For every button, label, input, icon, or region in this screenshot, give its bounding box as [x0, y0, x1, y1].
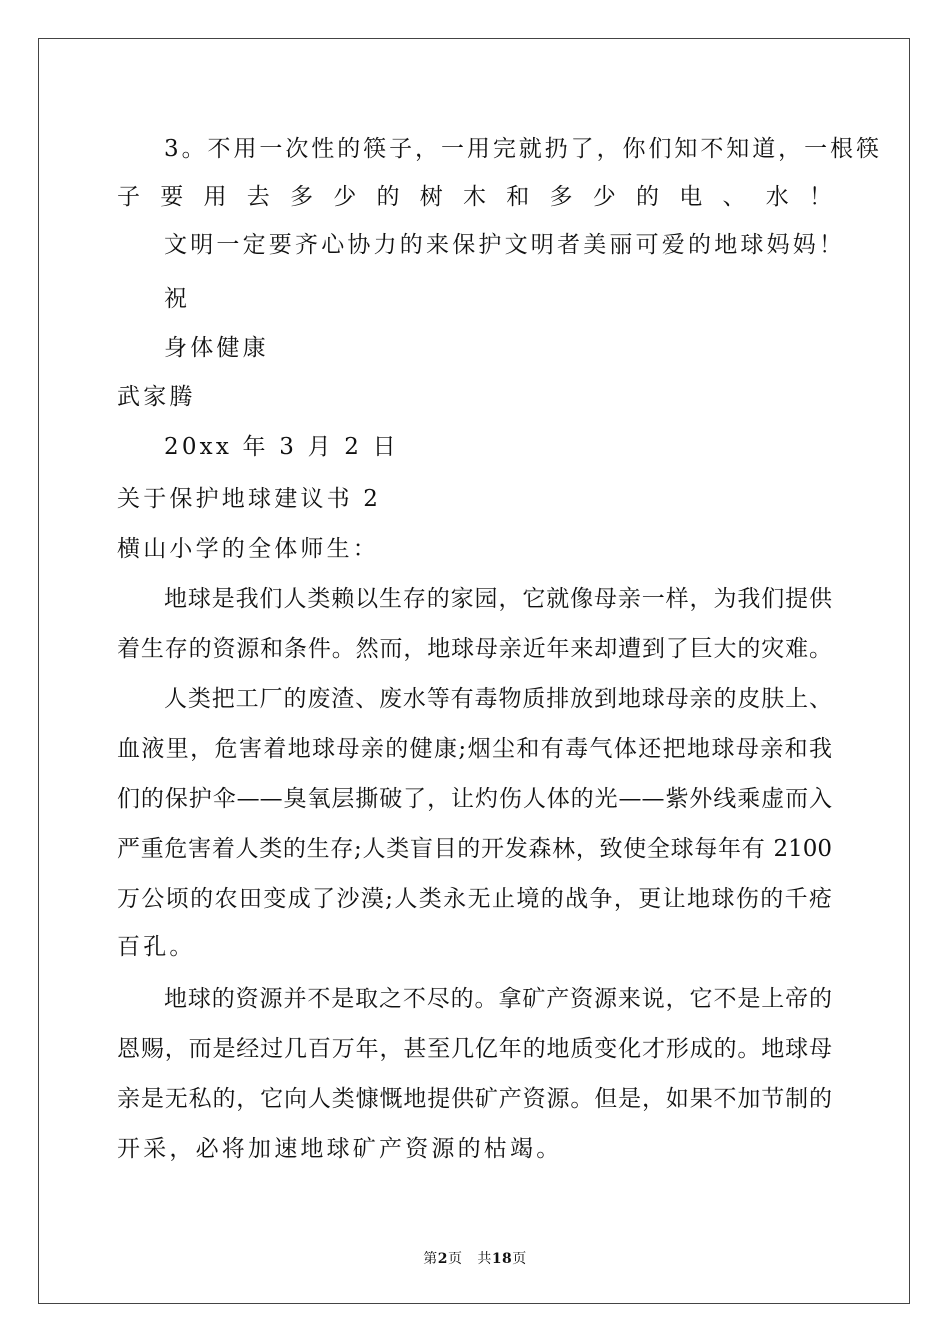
signature-name: 武家腾 — [117, 384, 196, 410]
page-border — [38, 38, 910, 1304]
text-line: 地球是我们人类赖以生存的家园，它就像母亲一样，为我们提供 — [164, 586, 832, 612]
text-line: 恩赐，而是经过几百万年，甚至几亿年的地质变化才形成的。地球母 — [117, 1036, 832, 1062]
section-title: 关于保护地球建议书 2 — [117, 486, 382, 512]
text-line: 人类把工厂的废渣、废水等有毒物质排放到地球母亲的皮肤上、 — [164, 686, 832, 712]
text-line: 文明一定要齐心协力的来保护文明者美丽可爱的地球妈妈！ — [164, 232, 846, 258]
text-line: 3。不用一次性的筷子，一用完就扔了，你们知不知道，一根筷 — [164, 136, 879, 162]
text-line: 着生存的资源和条件。然而，地球母亲近年来却遭到了巨大的灾难。 — [117, 636, 832, 662]
page-footer — [0, 1250, 950, 1268]
text-line: 百孔。 — [117, 934, 196, 960]
text-line: 们的保护伞——臭氧层撕破了，让灼伤人体的光——紫外线乘虚而入 — [117, 786, 832, 812]
closing-wish: 祝 — [164, 286, 191, 312]
footer-total-unit: 页 — [512, 1251, 527, 1267]
text-line: 万公顷的农田变成了沙漠;人类永无止境的战争，更让地球伤的千疮 — [117, 886, 832, 912]
signature-date: 20xx 年 3 月 2 日 — [164, 434, 399, 460]
text-line: 地球的资源并不是取之不尽的。拿矿产资源来说，它不是上帝的 — [164, 986, 832, 1012]
salutation: 横山小学的全体师生： — [117, 536, 379, 562]
closing-blessing: 身体健康 — [164, 335, 269, 361]
footer-page-unit: 页 — [447, 1251, 463, 1267]
text-line: 血液里，危害着地球母亲的健康;烟尘和有毒气体还把地球母亲和我 — [117, 736, 832, 762]
footer-total-prefix: 共 — [477, 1251, 492, 1267]
footer-prefix: 第 — [423, 1251, 438, 1267]
total-pages-number: 18 — [491, 1251, 513, 1267]
text-line: 严重危害着人类的生存;人类盲目的开发森林，致使全球每年有 2100 — [117, 836, 832, 862]
current-page-number: 2 — [437, 1251, 448, 1267]
text-line: 开采，必将加速地球矿产资源的枯竭。 — [117, 1136, 563, 1162]
text-line: 子要用去多少的树木和多少的电、水！ — [117, 184, 832, 210]
text-line: 亲是无私的，它向人类慷慨地提供矿产资源。但是，如果不加节制的 — [117, 1086, 832, 1112]
